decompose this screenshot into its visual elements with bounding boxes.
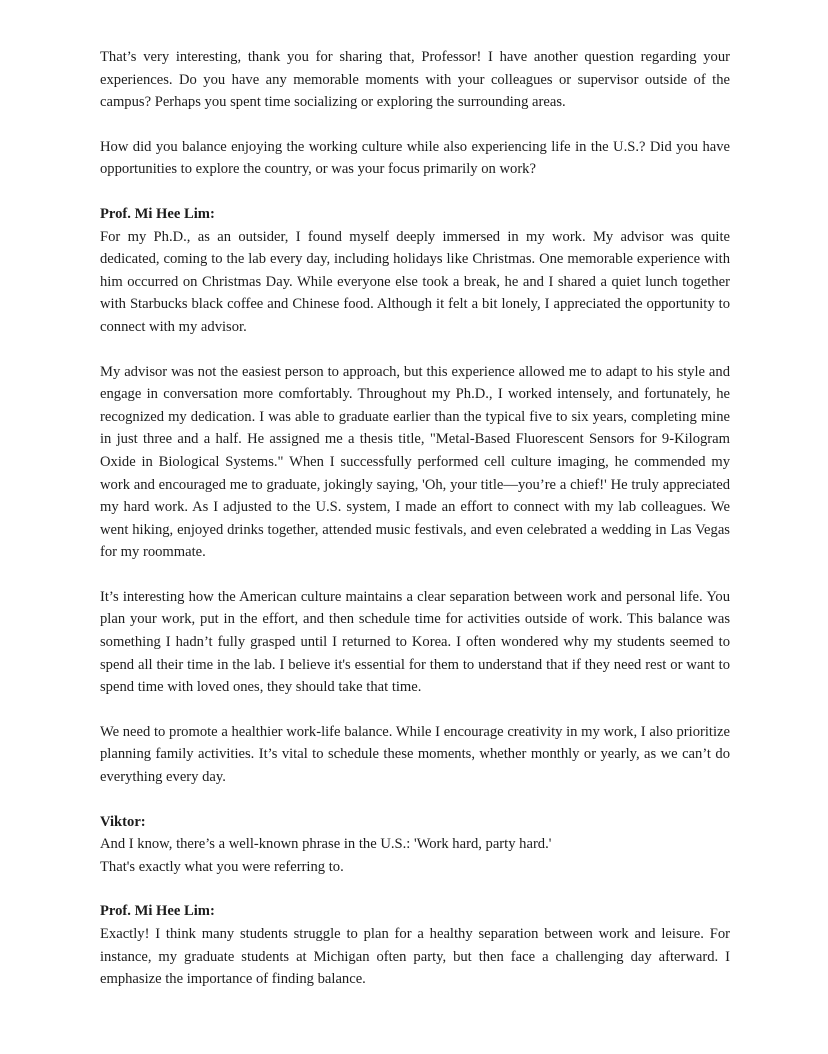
speaker-label: Viktor: bbox=[100, 813, 146, 830]
answer-paragraph: We need to promote a healthier work-life balance. While I encourage creativity in my work, I also prioritize planning family activities. It’s vital to schedule these moments, whether monthly or yearly, as we can’t do everything every day. bbox=[100, 723, 730, 786]
answer-paragraph: My advisor was not the easiest person to approach, but this experience allowed me to adapt to his style and engage in conversation more comfortably. Throughout my Ph.D., I worked intensely, and fortunately, he recognized my dedication. I was able to graduate earlier than the typical five to six years, completing mine in just three and a half. He assigned me a thesis title, "Metal-Based Fluorescent Sensors for 9-Kilogram Oxide in Biological Systems." When I successfully performed cell culture imaging, he commended my work and encouraged me to graduate, jokingly saying, 'Oh, your title—you’re a chief!' He truly appreciated my hard work. As I adjusted to the U.S. system, I made an effort to connect with my lab colleagues. We went hiking, enjoyed drinks together, attended music festivals, and even celebrated a wedding in Las Vegas for my roommate. bbox=[100, 363, 730, 561]
document-page bbox=[100, 46, 730, 1013]
answer-paragraph: For my Ph.D., as an outsider, I found myself deeply immersed in my work. My advisor was quite dedicated, coming to the lab every day, including holidays like Christmas. One memorable experience with him occurred on Christmas Day. While everyone else took a break, he and I shared a quiet lunch together with Starbucks black coffee and Chinese food. Although it felt a bit lonely, I appreciated the opportunity to connect with my advisor. bbox=[100, 228, 730, 335]
answer-paragraph: It’s interesting how the American culture maintains a clear separation between work and personal life. You plan your work, put in the effort, and then schedule time for activities outside of work. This balance was something I hadn’t fully grasped until I returned to Korea. I often wondered why my students seemed to spend all their time in the lab. I believe it's essential for them to understand that if they need rest or want to spend time with loved ones, they should take that time. bbox=[100, 588, 730, 696]
speaker-label: Prof. Mi Hee Lim: bbox=[100, 205, 215, 222]
answer-paragraph: Exactly! I think many students struggle to plan for a healthy separation between work and leisure. For instance, my graduate students at Michigan often party, but then face a challenging day afterward. I emphasize the importance of finding balance. bbox=[100, 926, 730, 988]
interviewer-question-paragraph: That’s very interesting, thank you for sharing that, Professor! I have another question regarding your experiences. Do you have any memorable moments with your colleagues or supervisor outside of the campus? Perhaps you spent time socializing or exploring the surrounding areas. bbox=[100, 49, 730, 111]
dialogue-line: And I know, there’s a well-known phrase in the U.S.: 'Work hard, party hard.' bbox=[100, 836, 552, 853]
speaker-label: Prof. Mi Hee Lim: bbox=[100, 903, 215, 920]
dialogue-line: That's exactly what you were referring to. bbox=[100, 858, 344, 875]
interviewer-question-paragraph: How did you balance enjoying the working culture while also experiencing life in the U.S.? Did you have opportunities to explore the country, or was your focus primarily on work? bbox=[100, 138, 730, 178]
